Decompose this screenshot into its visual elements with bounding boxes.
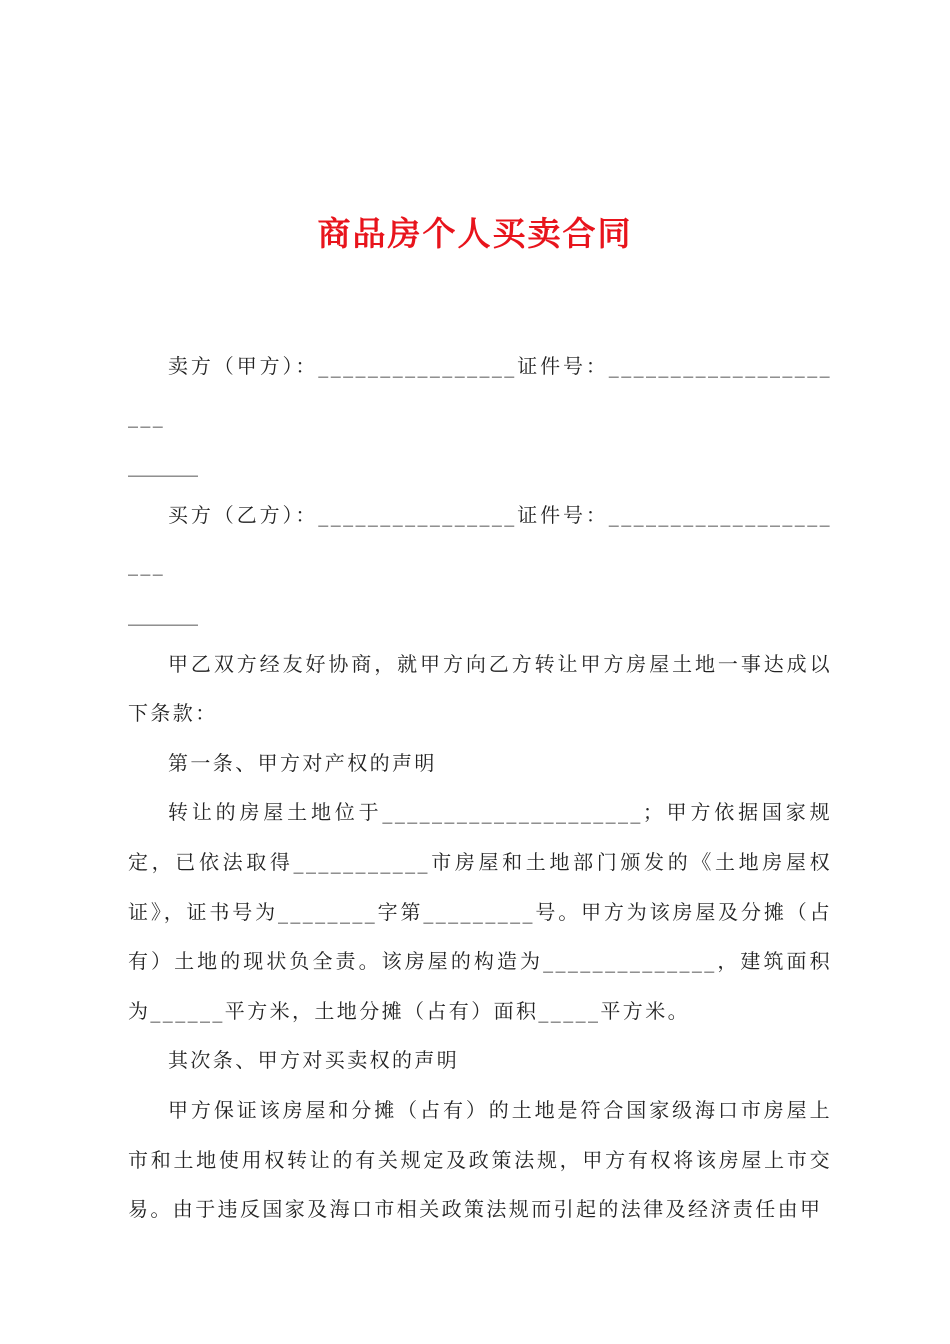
article-2-heading: 其次条、甲方对买卖权的声明	[168, 1048, 460, 1073]
preamble-paragraph: 甲乙双方经友好协商，就甲方向乙方转让甲方房屋土地一事达成以下条款：	[128, 651, 832, 726]
article-2-paragraph: 甲方保证该房屋和分摊（占有）的土地是符合国家级海口市房屋上市和土地使用权转让的有关规定及政策法规，甲方有权将该房屋上市交易。由于违反国家及海口市相关政策法规而引起的法律及经济责任由甲	[128, 1097, 832, 1222]
seller-line: 卖方（甲方）：________________证件号：_____________________	[128, 354, 832, 428]
document-title: 商品房个人买卖合同	[317, 214, 633, 253]
buyer-line-continuation: _______	[128, 601, 198, 626]
buyer-line: 买方（乙方）：________________证件号：_____________________	[128, 502, 832, 577]
seller-line-continuation: _______	[128, 453, 198, 478]
article-1-heading: 第一条、甲方对产权的声明	[168, 750, 437, 775]
article-1-paragraph: 转让的房屋土地位于_____________________；甲方依据国家规定，已依法取得___________市房屋和土地部门颁发的《土地房屋权证》，证书号为________字第_________号。甲方为该房屋及分摊（占有）土地的现状负全责。该房屋的构造为______________，建筑面积为______平方米，土地分摊（占有）面积_____平方米。	[128, 800, 832, 1023]
document-body	[128, 342, 832, 1235]
